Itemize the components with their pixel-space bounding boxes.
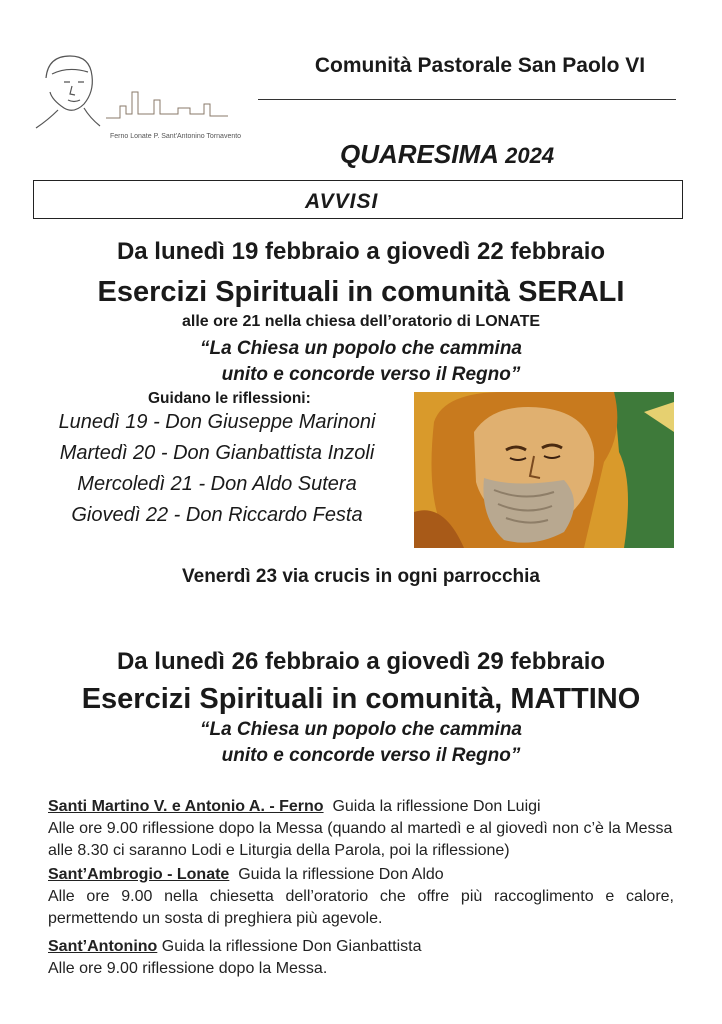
parish-guide: Guida la riflessione Don Gianbattista [161, 938, 422, 955]
block2-quote-line1: “La Chiesa un popolo che cammina [199, 719, 522, 740]
friday-notice: Venerdì 23 via crucis in ogni parrocchia [182, 566, 540, 587]
org-title: Comunità Pastorale San Paolo VI [314, 54, 646, 77]
logo-caption: Ferno Lonate P. Sant'Antonino Tornavento [110, 133, 242, 140]
parish-ferno [48, 796, 674, 862]
parish-name: Sant’Antonino [48, 938, 158, 955]
block1-subtitle: alle ore 21 nella chiesa dell’oratorio di LONATE [181, 313, 541, 330]
guide-item: Lunedì 19 - Don Giuseppe Marinoni [58, 411, 376, 433]
season-label: QUARESIMA [340, 139, 498, 169]
header-divider [258, 99, 676, 100]
parish-header [48, 864, 674, 886]
guide-item: Giovedì 22 - Don Riccardo Festa [71, 504, 363, 526]
parish-guide: Guida la riflessione Don Aldo [238, 866, 444, 883]
block2-quote-line2: unito e concorde verso il Regno” [221, 745, 521, 766]
section-title: AVVISI [305, 190, 379, 213]
block2-date-range: Da lunedì 26 febbraio a giovedì 29 febbraio [116, 648, 606, 675]
parish-lonate [48, 864, 674, 930]
parish-header [48, 936, 674, 958]
parish-name: Sant’Ambrogio - Lonate [48, 866, 230, 883]
parish-text: Alle ore 9.00 riflessione dopo la Messa (quando al martedì e al giovedì non c’è la Messa alle 8.30 ci saranno Lodi e Liturgia della Parola, poi la riflessione) [48, 820, 673, 859]
block2-title: Esercizi Spirituali in comunità, MATTINO [81, 683, 641, 715]
portrait-sketch-icon [36, 56, 100, 128]
parish-header [48, 796, 674, 818]
guide-item: Martedì 20 - Don Gianbattista Inzoli [59, 442, 375, 464]
saint-icon-image [414, 392, 674, 548]
guides-heading: Guidano le riflessioni: [148, 390, 311, 407]
parish-text: Alle ore 9.00 riflessione dopo la Messa. [48, 960, 328, 977]
skyline-icon [106, 92, 228, 118]
block1-date-range: Da lunedì 19 febbraio a giovedì 22 febbraio [116, 238, 606, 265]
block1-title: Esercizi Spirituali in comunità SERALI [97, 276, 625, 308]
block1-quote-line1: “La Chiesa un popolo che cammina [199, 338, 522, 359]
community-logo [28, 48, 258, 148]
parish-text: Alle ore 9.00 nella chiesetta dell’oratorio che offre più raccoglimento e calore, permettendo un sosta di preghiera più agevole. [48, 888, 674, 927]
guide-item: Mercoledì 21 - Don Aldo Sutera [77, 473, 357, 495]
season-year: 2024 [505, 143, 555, 168]
block1-quote-line2: unito e concorde verso il Regno” [221, 364, 521, 385]
parish-santantonino [48, 936, 674, 980]
season-title [340, 139, 554, 170]
parish-name: Santi Martino V. e Antonio A. - Ferno [48, 798, 324, 815]
parish-guide: Guida la riflessione Don Luigi [332, 798, 541, 815]
